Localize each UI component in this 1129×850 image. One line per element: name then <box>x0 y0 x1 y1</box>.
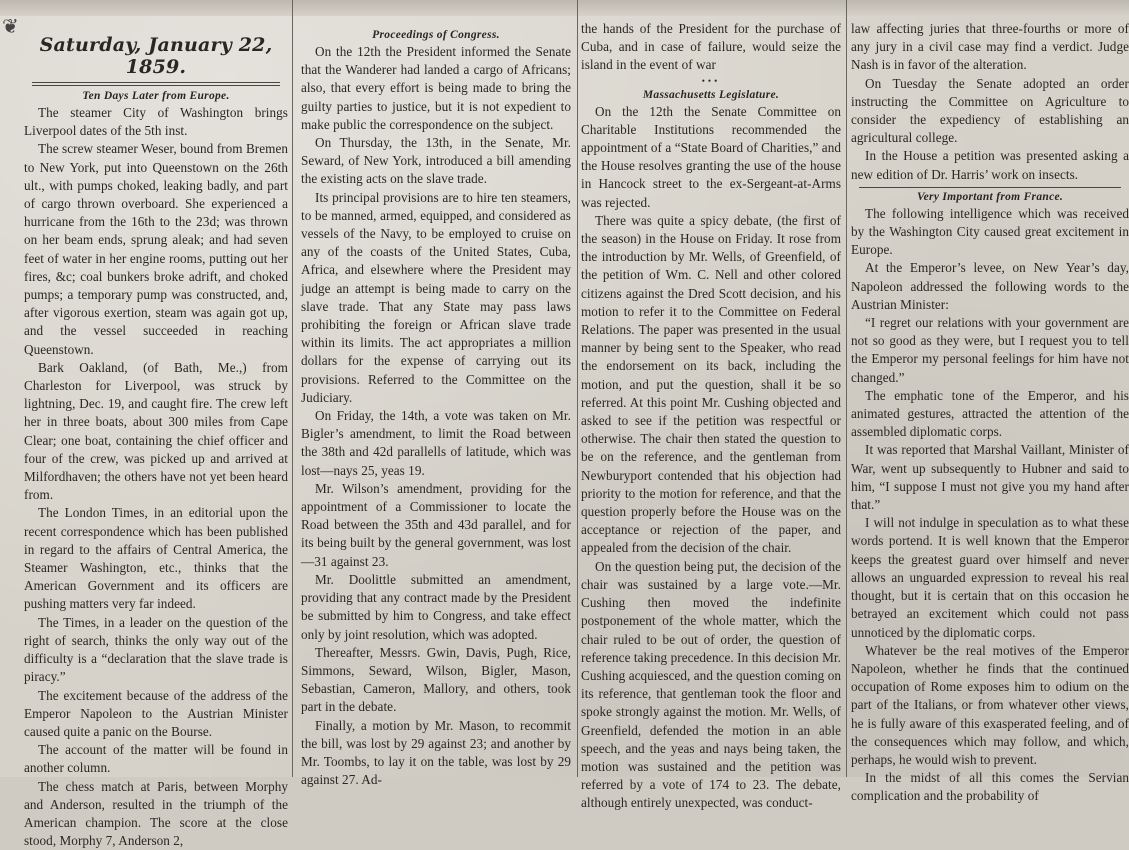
column-rule <box>846 0 847 777</box>
column-1 <box>24 0 288 849</box>
paragraph: The screw steamer Weser, bound from Bremen to New York, put into Queenstown on the 26th ult., with pumps choked, leaking badly, and part of cargo thrown overboard. She experienced a hurricane from the 16th to the 23d; was thrown on her beam ends, sprung aleak; and had seven feet of water in her engine rooms, putting out her fires, &c; coal bunkers broke adrift, and choked pumps; a temporary pump was constructed, and, after vigorous exertion, steam was again got up, and the vessel succeeded in reaching Queenstown. <box>24 141 288 357</box>
paragraph: It was reported that Marshal Vaillant, Minister of War, went up subsequently to Hubner and said to him, “I suppose I must not give you my hand after that.” <box>851 442 1129 513</box>
headline-massachusetts: Massachusetts Legislature. <box>642 88 780 101</box>
paragraph: The account of the matter will be found in another column. <box>24 742 288 776</box>
paragraph: On the question being put, the decision of the chair was sustained by a large vote.—Mr. Cushing then moved the indefinite postponement of the whole matter, which the chair ruled to be out of order, the question of reference taking precedence. In this decision Mr. Cushing acquiesced, and the question coming on its reference, that gentleman took the floor and spoke strongly against the motion. Mr. Wells, of Greenfield, defended the motion in an able speech, and the yeas and nays being taken, the motion was sustained and the petition was referred by a vote of 174 to 23. The debate, although entirely unexpected, was conduct- <box>581 558 841 811</box>
paragraph: On Friday, the 14th, a vote was taken on Mr. Bigler’s amendment, to limit the Road between the 38th and 42d parallells of latitude, which was lost—nays 25, yeas 19. <box>301 408 571 478</box>
headline-europe: Ten Days Later from Europe. <box>82 90 230 102</box>
column-2 <box>301 0 571 788</box>
paragraph: law affecting juries that three-fourths or more of any jury in a civil case may find a verdict. Judge Nash is in favor of the alteration. <box>851 21 1129 73</box>
column-3 <box>581 0 841 811</box>
paragraph: I will not indulge in speculation as to what these words portend. It is well known that the Emperor keeps the greatest guard over himself and never allows an unguarded expression to reveal his real thought, but it is certain that on this occasion he betrayed an excitement which could not pass unnoticed by the diplomatic corps. <box>851 515 1129 640</box>
paragraph: On the 12th the President informed the Senate that the Wanderer had landed a cargo of Africans; also, that every effort is being made to bring the guilty parties to justice, but it is not expedient to make public the correspondence on the subject. <box>301 44 571 132</box>
column-4 <box>851 0 1129 804</box>
paragraph: On Thursday, the 13th, in the Senate, Mr. Seward, of New York, introduced a bill amending the existing acts on the slave trade. <box>301 135 571 187</box>
dateline: Saturday, January 22, 1859. <box>39 34 273 78</box>
headline-france: Very Important from France. <box>916 190 1064 203</box>
paragraph: Bark Oakland, (of Bath, Me.,) from Charleston for Liverpool, was struck by lightning, Dec. 19, and caught fire. The crew left her in three boats, about 300 miles from Cape Clear; one boat, containing the chief officer and four of the crew, was picked up and arrived at Milfordhaven; the others have not yet been heard from. <box>24 359 288 503</box>
paragraph: Its principal provisions are to hire ten steamers, to be manned, armed, equipped, and considered as vessels of the Navy, to be employed to cruise on any of the coasts of the United States, Cuba, Africa, and elsewhere where the President may judge an attempt is being made to carry on the slave trade. That any State may pass laws prohibiting the foreign or African slave trade within its limits. The act appropriates a million dollars for the expense of carrying out its provisions. Referred to the Committee on the Judiciary. <box>301 189 571 405</box>
paragraph: There was quite a spicy debate, (the first of the season) in the House on Friday. It rose from the introduction by Mr. Wells, of Greenfield, of the petition of Wm. C. Nell and other colored citizens against the Dred Scott decision, and his motion to refer it to the Committee on Federal Relations. The paper was presented in the usual manner by being sent to the Speaker, who read the endorsement on its back, including the motion, and put the question, shall it be so referred. At this point Mr. Cushing objected and asked to see if the petition was respectful or otherwise. The chair then stated the question to be on the reference, and the gentleman from Newburyport contended that his objection had priority to the motion for reference, and that the question properly before the House was on the acceptance or rejection of the paper, and appealed from the decision of the chair. <box>581 212 841 556</box>
paragraph: Mr. Doolittle submitted an amendment, providing that any contract made by the President be submitted by him to Congress, and take effect only by joint resolution, which was adopted. <box>301 571 571 642</box>
paragraph: The London Times, in an editorial upon the recent correspondence which has been published in regard to the affairs of Central America, the Steamer Washington, etc., thinks that the American Government and its officers are pushing matters very far indeed. <box>24 505 288 612</box>
headline-congress: Proceedings of Congress. <box>372 29 500 41</box>
separator-dots: ••• <box>701 75 721 86</box>
paragraph: The excitement because of the address of the Emperor Napoleon to the Austrian Minister caused quite a panic on the Bourse. <box>24 687 288 739</box>
paragraph: The Times, in a leader on the question of the right of search, thinks the only way out of the difficulty is a “declaration that the slave trade is piracy.” <box>24 614 288 685</box>
paragraph: The steamer City of Washington brings Liverpool dates of the 5th inst. <box>24 105 288 139</box>
rule-line <box>859 187 1121 188</box>
paragraph: Mr. Wilson’s amendment, providing for the appointment of a Commissioner to locate the Road between the 35th and 43d parallel, and for its being built by the general government, was lost—31 against 23. <box>301 480 571 569</box>
paragraph: In the House a petition was presented asking a new edition of Dr. Harris’ work on insects. <box>851 148 1129 182</box>
flourish-ornament-icon: ❦ <box>2 16 19 38</box>
paragraph: Thereafter, Messrs. Gwin, Davis, Pugh, Rice, Simmons, Seward, Wilson, Bigler, Mason, Sebastian, Cameron, Mallory, and others, took part in the debate. <box>301 644 571 715</box>
paragraph: At the Emperor’s levee, on New Year’s day, Napoleon addressed the following words to the Austrian Minister: <box>851 260 1129 312</box>
paragraph: The chess match at Paris, between Morphy and Anderson, resulted in the triumph of the American champion. The score at the close stood, Morphy 7, Anderson 2, <box>24 778 288 849</box>
paragraph: On the 12th the Senate Committee on Charitable Institutions recommended the appointment of a “State Board of Charities,” and the House resolves granting the use of the house in Hancock street to the ex-Sergeant-at-Arms was rejected. <box>581 103 841 210</box>
column-rule <box>577 0 578 777</box>
paragraph: In the midst of all this comes the Servian complication and the probability of <box>851 770 1129 804</box>
rule-line <box>32 82 280 86</box>
column-rule <box>292 0 293 777</box>
paragraph: the hands of the President for the purchase of Cuba, and in case of failure, would seize the island in the event of war <box>581 21 841 73</box>
paragraph: The following intelligence which was received by the Washington City caused great excitement in Europe. <box>851 205 1129 258</box>
paragraph: On Tuesday the Senate adopted an order instructing the Committee on Agriculture to consider the expediency of establishing an agricultural college. <box>851 75 1129 146</box>
paragraph: The emphatic tone of the Emperor, and his animated gestures, attracted the attention of the assembled diplomatic corps. <box>851 387 1129 440</box>
paragraph: “I regret our relations with your government are not so good as they were, but I request you to tell the Emperor my personal feelings for him have not changed.” <box>851 315 1129 385</box>
paragraph: Finally, a motion by Mr. Mason, to recommit the bill, was lost by 29 against 23; and another by Mr. Toombs, to lay it on the table, was lost by 29 against 27. Ad- <box>301 717 571 788</box>
paragraph: Whatever be the real motives of the Emperor Napoleon, whether he finds that the continued occupation of Rome exposes him to odium on the part of the Italians, or from whatever other views, he is fully aware of this exasperated feeling, and of the consequences which may follow, and which, perhaps, he would wish to prevent. <box>851 642 1129 767</box>
